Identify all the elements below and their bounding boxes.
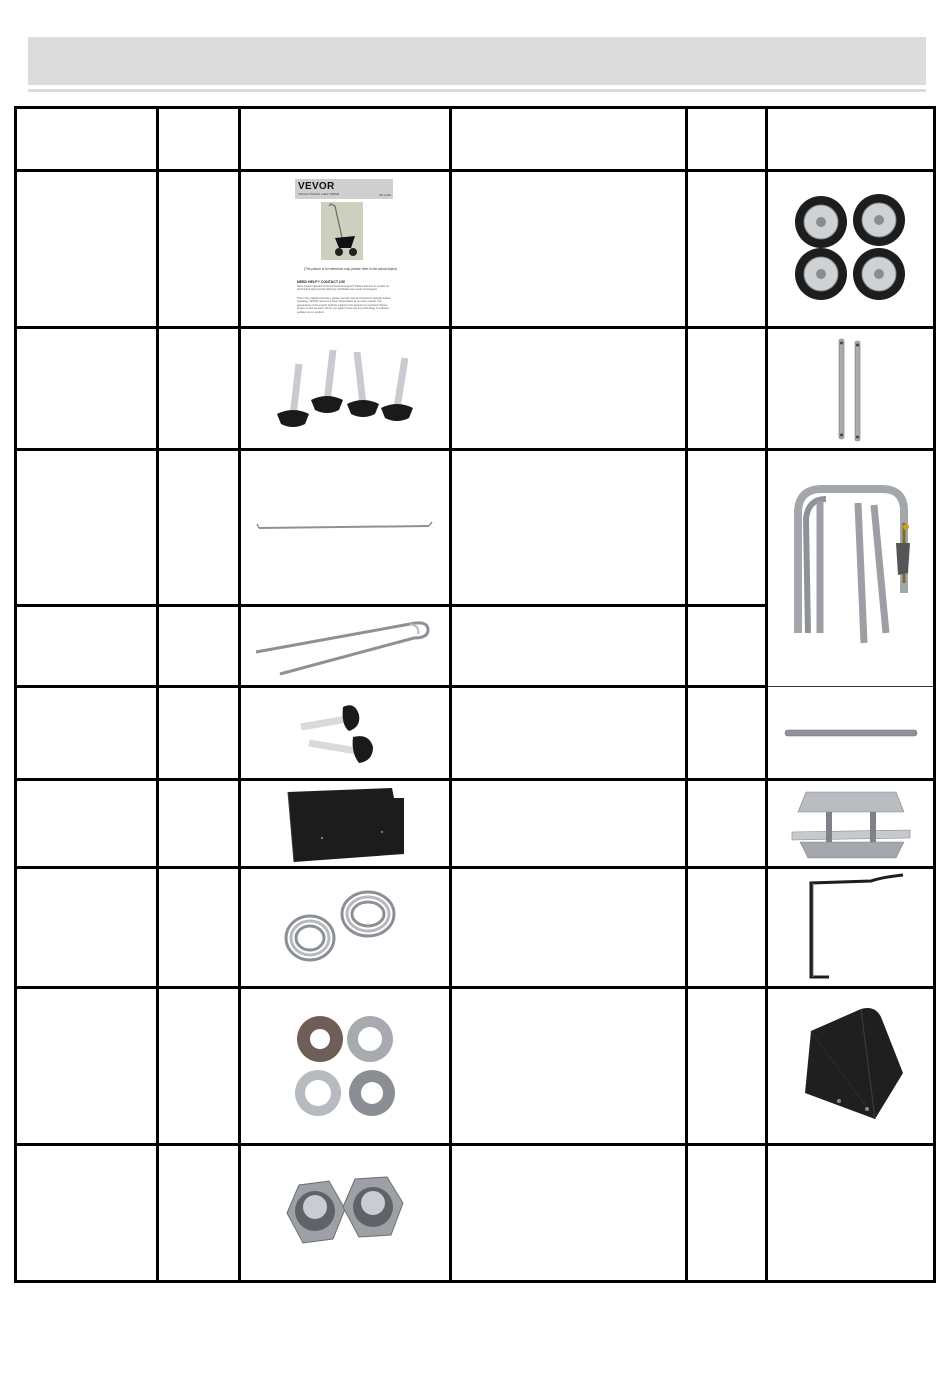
washers (290, 1011, 400, 1121)
table-border-bottom (14, 1280, 936, 1283)
part-image-agitator (768, 781, 933, 866)
table-border-top (14, 106, 936, 109)
model-number: SP-LA20 (378, 193, 391, 197)
cotter-pin (250, 616, 440, 676)
wheels-set (791, 194, 911, 304)
bent-rod (791, 873, 911, 983)
header-underline (28, 89, 926, 92)
part-image-straps (768, 329, 933, 448)
table-divider (449, 106, 452, 1283)
help-paragraph: Have product questions? Need technical support? Please feel free to contact us: Technical Support and E-Warranty Certificate www.vevor.com/support (297, 285, 390, 292)
image-note: (The picture is for reference only, please refer to the actual object) (304, 267, 397, 271)
wheel (853, 194, 905, 246)
washer (347, 1016, 393, 1062)
coil-springs (280, 888, 410, 968)
handle-frame (786, 483, 916, 653)
table-row-divider (14, 1143, 936, 1146)
washer (295, 1070, 341, 1116)
table-row-divider-thin (768, 686, 933, 687)
part-image-flat-plate (241, 781, 449, 866)
instruction-paragraph: This is the original instruction, please read all manual instructions carefully before operating. VEVOR reserves a clear interpretation of our user manual. The appearance of the product shall be subject to the product you received. Please forgive us that we won't inform you again if there are any technology or software updates on our product. (297, 297, 391, 314)
brand-subtitle: TOUGH TOOLS, HALF PRICE (298, 192, 340, 196)
part-image-knob-bolts-4 (241, 329, 449, 448)
knob-bolts-4 (265, 344, 425, 434)
part-image-cap-nuts (241, 1146, 449, 1280)
part-image-manual (241, 172, 449, 326)
table-divider (156, 106, 159, 1283)
need-help-heading: NEED HELP? CONTACT US! (297, 280, 346, 284)
part-image-springs (241, 869, 449, 986)
cap-nut (287, 1181, 345, 1243)
hopper-cover (791, 1001, 911, 1131)
connecting-straps (831, 335, 871, 443)
axle (783, 727, 919, 739)
wheel (795, 248, 847, 300)
long-rod (255, 518, 435, 538)
part-image-hopper-cover (768, 989, 933, 1143)
part-image-wheels (768, 172, 933, 326)
wheel (795, 196, 847, 248)
table-border-left (14, 106, 17, 1283)
part-image-washers (241, 989, 449, 1143)
washer (349, 1070, 395, 1116)
wheel (853, 248, 905, 300)
knob-bolts-2 (295, 693, 395, 773)
part-image-axle (768, 688, 933, 778)
cap-nuts (275, 1173, 415, 1253)
agitator-blades (786, 786, 916, 862)
part-image-cotter-pin (241, 607, 449, 685)
table-divider (685, 106, 688, 1283)
spreader-photo (321, 202, 363, 260)
manual-booklet (295, 179, 395, 319)
part-image-knob-bolts-2 (241, 688, 449, 778)
table-border-right (933, 106, 936, 1283)
washer (297, 1016, 343, 1062)
part-image-handle-frame (768, 451, 933, 685)
cap-nut (343, 1177, 403, 1237)
flat-black-plate (280, 784, 410, 864)
header-bar (28, 37, 926, 85)
part-image-long-rod (241, 451, 449, 604)
brand-logo: VEVOR (298, 181, 335, 192)
part-image-bent-rod (768, 869, 933, 986)
